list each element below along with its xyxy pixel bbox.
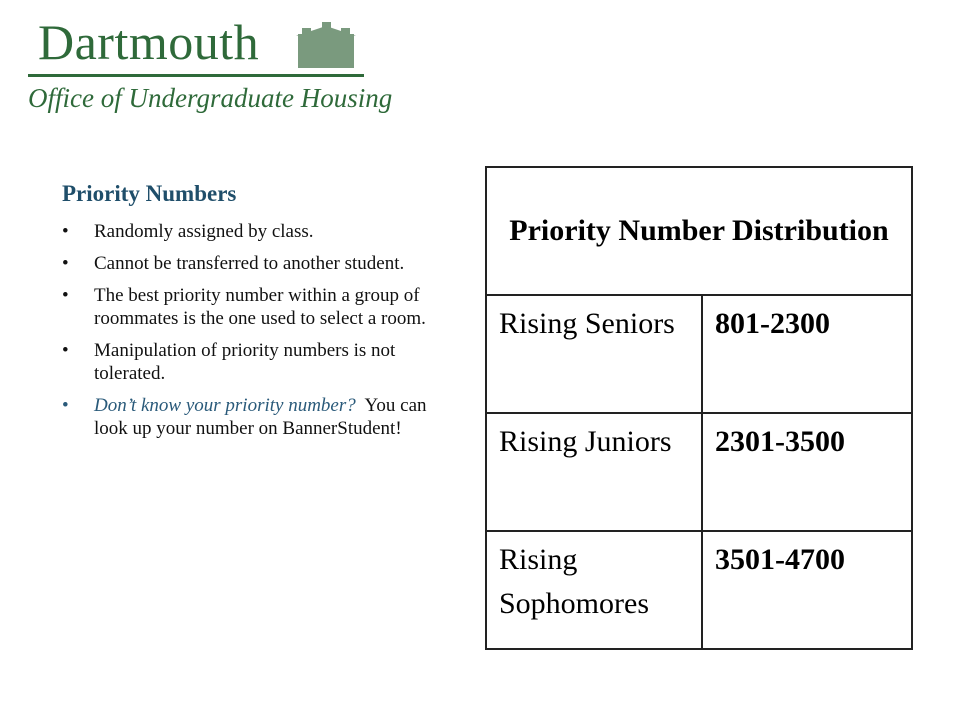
table-header-row: [486, 167, 912, 295]
logo-divider: [28, 74, 364, 77]
logo-name: Dartmouth: [38, 14, 260, 70]
table-header: Priority Number Distribution: [486, 167, 912, 295]
number-range: 3501-4700: [702, 531, 912, 649]
section-title: Priority Numbers: [62, 181, 237, 206]
bullet-text: You can look up your number on BannerStudent!: [94, 395, 432, 439]
priority-distribution-table: [485, 166, 913, 650]
dartmouth-logo: [28, 8, 393, 118]
logo-office-name: Office of Undergraduate Housing: [28, 83, 393, 113]
priority-numbers-section: [62, 180, 462, 449]
table-row: [486, 413, 912, 531]
bullet-italic-text: Don’t know your priority number?: [94, 395, 356, 416]
bullet-icon: •: [62, 340, 69, 361]
bullet-item: • Randomly assigned by class.: [62, 221, 314, 242]
bullet-item: • Manipulation of priority numbers is not tolerated.: [62, 340, 396, 384]
bullet-item: [62, 394, 462, 440]
class-label: Rising Seniors: [486, 295, 702, 413]
bullet-icon: •: [62, 285, 69, 306]
table-row: [486, 295, 912, 413]
bullet-list: [62, 220, 462, 440]
bullet-icon: •: [62, 395, 69, 416]
number-range: 2301-3500: [702, 413, 912, 531]
bullet-item: • The best priority number within a group of roommates is the one used to select a room.: [62, 285, 426, 329]
bullet-item: • Cannot be transferred to another student.: [62, 253, 405, 274]
bullet-icon: •: [62, 253, 69, 274]
bullet-icon: •: [62, 221, 69, 242]
house-icon: [296, 22, 356, 68]
class-label: Rising Sophomores: [486, 531, 702, 649]
class-label: Rising Juniors: [486, 413, 702, 531]
number-range: 801-2300: [702, 295, 912, 413]
table-row: [486, 531, 912, 649]
